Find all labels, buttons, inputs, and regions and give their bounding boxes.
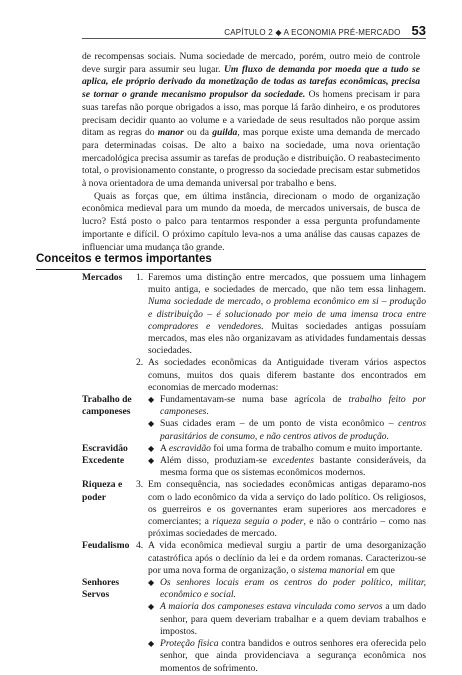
- emphasis-run: Numa sociedade de mercado, o problema econômico em si – produção e distribuição – é solucionado por meio de uma imensa troca entre compradores e vendedores.: [148, 296, 426, 332]
- bullet-item: [148, 638, 426, 675]
- item-text: [160, 443, 426, 455]
- text-run: de recompensas sociais. Numa sociedade de mercado, porém, outro meio de controle deve surgir para assumir seu lugar.: [82, 51, 420, 75]
- emphasis-run: Proteção física: [160, 638, 219, 650]
- text-run: Faremos uma distinção entre mercados, que possuem uma linhagem muito antiga, e sociedades de mercado, que não tem essa linhagem.: [148, 272, 426, 296]
- term-label: Senhores: [82, 577, 120, 589]
- diamond-bullet-icon: ◆: [148, 602, 155, 612]
- text-run: Fundamentavam-se numa base agrícola de: [160, 394, 349, 406]
- term-label: Escravidão: [82, 442, 128, 454]
- emphasis-run: Um fluxo de demanda por moeda que a tudo se aplica, ele próprio derivado da monetização de todas as tarefas econômicas, precisa se tornar o grande mecanismo propulsor da sociedade.: [82, 63, 420, 101]
- bullet-item: [148, 577, 426, 601]
- numbered-item: [136, 479, 426, 540]
- term-label: Excedente: [82, 455, 125, 467]
- glossary-description: [136, 479, 426, 540]
- running-head: [224, 23, 426, 38]
- emphasis-run: centros parasitários de consumo, e não centros ativos de produção.: [160, 418, 426, 442]
- item-text: [160, 394, 426, 418]
- term-label: Mercados: [82, 272, 123, 283]
- bullet-item: [148, 394, 426, 418]
- term-label: Servos: [82, 589, 110, 601]
- diamond-bullet-icon: ◆: [148, 419, 155, 429]
- glossary-row: [36, 394, 426, 443]
- glossary-description: [136, 394, 426, 443]
- glossary-row: [36, 272, 426, 394]
- emphasis-run: sistema manorial: [298, 564, 365, 576]
- header-rule: [82, 38, 426, 39]
- text-run: contra bandidos e outros senhores era oferecida pelo senhor, que ainda providenciava a segurança econômica nos momentos de sofrimento.: [160, 638, 426, 674]
- term-label: camponeses: [82, 406, 131, 418]
- item-text: As sociedades econômicas da Antiguidade tiveram vários aspectos comuns, muitos dos quais diferem bastante dos encontrados em economias de mercado modernas:: [148, 357, 426, 393]
- diamond-bullet-icon: ◆: [148, 456, 155, 466]
- body-text: [82, 51, 420, 254]
- glossary-description: [136, 272, 426, 394]
- emphasis-run: manor: [157, 127, 184, 139]
- item-text: [160, 638, 426, 675]
- glossary-term: [36, 577, 136, 675]
- glossary-table: [36, 272, 426, 675]
- emphasis-run: trabalho feito por camponeses: [160, 394, 426, 418]
- glossary-term: [36, 479, 136, 540]
- section-rule: [36, 269, 426, 270]
- text-run: , mas porque existe uma demanda de mercado para determinadas coisas. De alto a baixo na sociedade, uma nova orientação mercadológica precisa assumir as tarefas de produção e distribuição. O reabastecimento total, o provisionamento constante, o progresso da sociedade precisam estar submetidos à nova orientadora de uma demanda universal por trabalho e bens.: [82, 127, 420, 190]
- diamond-bullet-icon: ◆: [148, 639, 155, 649]
- item-number: 3.: [136, 479, 144, 491]
- glossary-term: [36, 443, 136, 480]
- glossary-term: [36, 272, 136, 394]
- text-run: ou da: [183, 127, 213, 139]
- glossary-description: [136, 540, 426, 577]
- glossary-description: [136, 577, 426, 675]
- text-run: Os homens precisam ir para suas tarefas não porque obrigados a isso, mas porque lá farão dinheiro, e os produtores precisam decidir quanto ao volume e a variedade de seus resultados não porque assim ditam as regras do: [82, 89, 420, 139]
- item-number: 4.: [136, 540, 144, 552]
- glossary-row: [36, 479, 426, 540]
- text-run: Muitas sociedades antigas possuíam mercados, mas eles não organizavam as atividades fundamentais dessas sociedades.: [148, 320, 427, 357]
- numbered-item: [136, 272, 426, 357]
- glossary-row: [36, 577, 426, 675]
- glossary-row: [36, 443, 426, 480]
- section-title: Conceitos e termos importantes: [36, 253, 212, 265]
- item-number: 2.: [136, 357, 144, 369]
- term-label: Trabalho de: [82, 394, 132, 406]
- diamond-bullet-icon: ◆: [148, 395, 155, 405]
- item-number: 1.: [136, 272, 144, 283]
- text-run: .: [206, 406, 209, 418]
- bullet-item: [148, 601, 426, 638]
- item-text: [148, 540, 426, 577]
- emphasis-run: riqueza seguia o poder: [212, 516, 304, 528]
- text-run: Suas cidades eram – de um ponto de vista econômico –: [160, 418, 399, 430]
- diamond-bullet-icon: ◆: [148, 578, 155, 588]
- bullet-item: [148, 418, 426, 442]
- chapter-title: CAPÍTULO 2 ◆ A ECONOMIA PRÉ-MERCADO: [224, 28, 401, 37]
- item-text: [148, 479, 426, 540]
- item-text: [148, 272, 426, 357]
- item-text: [160, 601, 426, 638]
- numbered-item: [136, 357, 426, 394]
- bullet-item: [148, 455, 426, 479]
- numbered-item: [136, 540, 426, 577]
- text-run: a um dado senhor, para quem deveriam trabalhar e a quem deviam trabalhos e impostos.: [160, 601, 426, 637]
- glossary-term: [36, 394, 136, 443]
- text-run: em que: [364, 564, 395, 576]
- term-label: Riqueza e: [82, 479, 123, 491]
- text-run: , e não o contrário – como nas próximas sociedades de mercado.: [148, 516, 427, 540]
- glossary-description: [136, 443, 426, 480]
- item-text: [160, 455, 426, 479]
- paragraph-1: [82, 51, 420, 191]
- text-run: A: [160, 442, 169, 454]
- item-text: Os senhores locais eram os centros do poder político, militar, econômico e social.: [160, 577, 426, 601]
- glossary-term: [36, 540, 136, 577]
- emphasis-run: excedentes: [272, 455, 315, 467]
- paragraph-2: Quais as forças que, em última instância, direcionam o modo de organização econômica medieval para um mundo da moeda, de mercados universais, de busca de lucro? Está posto o palco para tentarmos responder a essa pergunta profundamente importante e difícil. O próximo capítulo leva-nos a uma análise das causas capazes de influenciar uma mudança tão grande.: [82, 190, 420, 253]
- item-text: [160, 418, 426, 442]
- emphasis-run: escravidão: [168, 442, 211, 454]
- emphasis-run: A maioria dos camponeses estava vinculada como servos: [160, 601, 383, 613]
- text-run: Além disso, produziam-se: [160, 455, 273, 467]
- page-number: 53: [411, 23, 426, 38]
- text-run: bastante consideráveis, da mesma forma que os sistemas econômicos modernos.: [160, 455, 426, 479]
- text-run: Em consequência, nas sociedades econômicas antigas deparamo-nos com o lado econômico da vida a serviço do lado político. Os religiosos, os guerreiros e os governantes eram superiores aos mercadores e comerciantes; a: [148, 479, 426, 528]
- emphasis-run: guilda: [212, 127, 238, 139]
- term-label: Feudalismo: [82, 540, 130, 552]
- text-run: foi uma forma de trabalho comum e muito importante.: [210, 442, 423, 454]
- term-label: poder: [82, 491, 106, 503]
- text-run: A vida econômica medieval surgiu a partir de uma desorganização catastrófica após o declínio da lei e da ordem romanas. Caracterizou-se por uma nova forma de organização, o: [148, 540, 426, 576]
- bullet-item: [148, 443, 426, 455]
- diamond-bullet-icon: ◆: [148, 443, 155, 453]
- glossary-row: [36, 540, 426, 577]
